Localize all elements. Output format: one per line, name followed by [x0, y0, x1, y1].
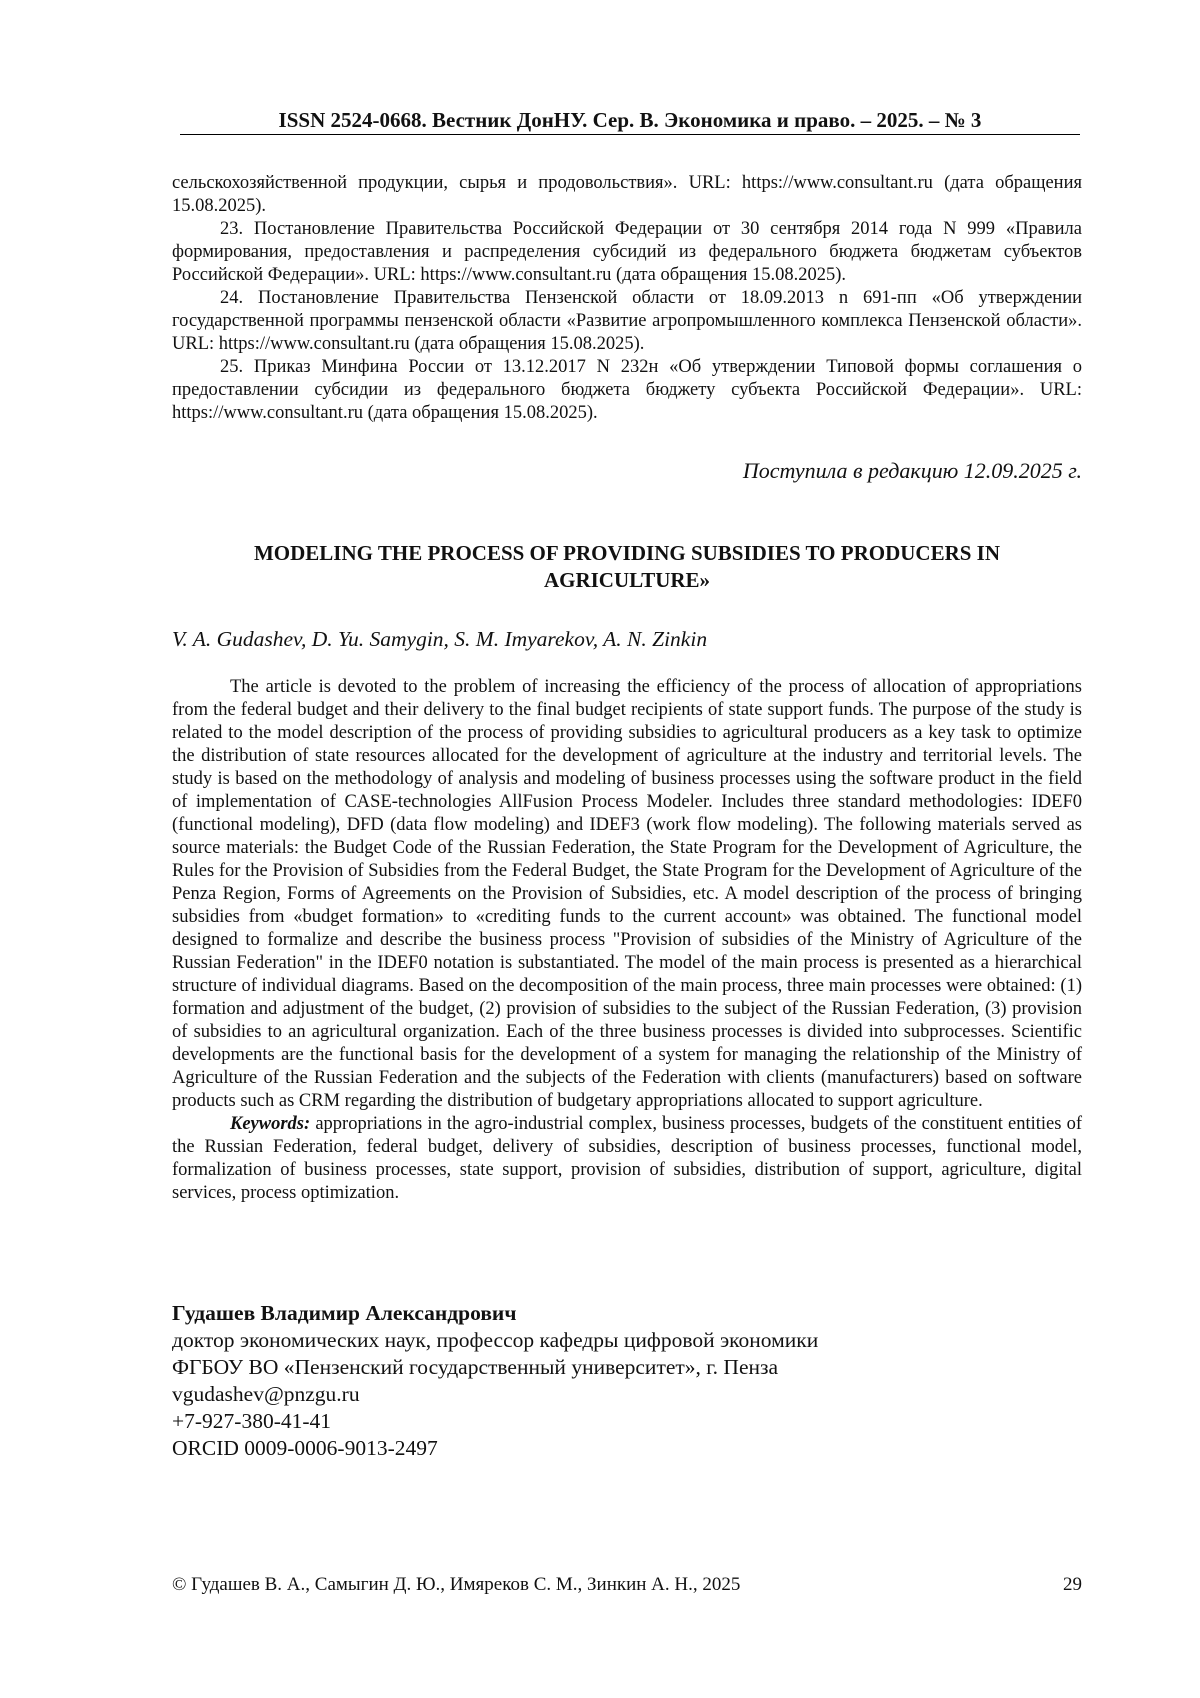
keywords-text: appropriations in the agro-industrial complex, business processes, budgets of the constituent entities of the Russian Federation, federal budget, delivery of subsidies, description of business processes, functional model, formalization of business processes, state support, provision of subsidies, distribution of support, agriculture, digital services, process optimization. — [172, 1114, 1082, 1203]
reference-25: 25. Приказ Минфина России от 13.12.2017 N 232н «Об утверждении Типовой формы соглашения о предоставлении субсидии из федерального бюджета бюджету субъекта Российской Федерации». URL: https://www.consultant.ru (дата обращения 15.08.2025). — [172, 357, 1082, 423]
author-name: Гудашев Владимир Александрович — [172, 1301, 517, 1325]
author-info-block — [172, 1300, 1082, 1462]
abstract-section — [172, 676, 1082, 1205]
reference-list — [172, 172, 1082, 425]
author-position: доктор экономических наук, профессор кафедры цифровой экономики — [172, 1328, 819, 1352]
author-orcid: ORCID 0009-0006-9013-2497 — [172, 1436, 438, 1460]
page-number: 29 — [1063, 1574, 1082, 1595]
author-email[interactable]: vgudashev@pnzgu.ru — [172, 1382, 360, 1406]
article-authors: V. A. Gudashev, D. Yu. Samygin, S. M. Imyarekov, A. N. Zinkin — [172, 627, 708, 651]
reference-23: 23. Постановление Правительства Российской Федерации от 30 сентября 2014 года N 999 «Правила формирования, предоставления и распределения субсидий из федерального бюджета бюджетам субъектов Российской Федерации». URL: https://www.consultant.ru (дата обращения 15.08.2025). — [172, 219, 1082, 285]
running-header: ISSN 2524-0668. Вестник ДонНУ. Сер. В. Экономика и право. – 2025. – № 3 — [278, 108, 982, 132]
reference-24: 24. Постановление Правительства Пензенской области от 18.09.2013 n 691-пп «Об утверждении государственной программы пензенской области «Развитие агропромышленного комплекса Пензенской области». URL: https://www.consultant.ru (дата обращения 15.08.2025). — [172, 288, 1082, 354]
article-title: MODELING THE PROCESS OF PROVIDING SUBSIDIES TO PRODUCERS IN AGRICULTURE» — [253, 541, 1001, 592]
reference-continuation: сельскохозяйственной продукции, сырья и продовольствия». URL: https://www.consultant.ru (дата обращения 15.08.2025). — [172, 173, 1082, 216]
header-divider — [180, 134, 1080, 135]
received-date-note: Поступила в редакцию 12.09.2025 г. — [742, 458, 1082, 483]
copyright-notice: © Гудашев В. А., Самыгин Д. Ю., Имяреков С. М., Зинкин А. Н., 2025 — [172, 1574, 741, 1595]
keywords-label: Keywords: — [230, 1114, 311, 1134]
author-organization: ФГБОУ ВО «Пензенский государственный университет», г. Пенза — [172, 1355, 779, 1379]
abstract-text: The article is devoted to the problem of increasing the efficiency of the process of allocation of appropriations from the federal budget and their delivery to the final budget recipients of state support funds. The purpose of the study is related to the model description of the process of providing subsidies to agricultural producers as a key task to optimize the distribution of state resources allocated for the development of agriculture at the industry and territorial levels. The study is based on the methodology of analysis and modeling of business processes using the software product in the field of implementation of CASE-technologies AllFusion Process Modeler. Includes three standard methodologies: IDEF0 (functional modeling), DFD (data flow modeling) and IDEF3 (work flow modeling). The following materials served as source materials: the Budget Code of the Russian Federation, the State Program for the Development of Agriculture, the Rules for the Provision of Subsidies from the Federal Budget, the State Program for the Development of Agriculture of the Penza Region, Forms of Agreements on the Provision of Subsidies, etc. A model description of the process of bringing subsidies from «budget formation» to «crediting funds to the current account» was obtained. The functional model designed to formalize and describe the business process "Provision of subsidies of the Ministry of Agriculture of the Russian Federation" in the IDEF0 notation is substantiated. The model of the main process is presented as a hierarchical structure of individual diagrams. Based on the decomposition of the main process, three main processes were obtained: (1) formation and adjustment of the budget, (2) provision of subsidies to the subject of the Russian Federation, (3) provision of subsidies to an agricultural organization. Each of the three business processes is divided into subprocesses. Scientific developments are the functional basis for the development of a system for managing the relationship of the Ministry of Agriculture of the Russian Federation and the subjects of the Federation with clients (manufacturers) based on software products such as CRM regarding the distribution of budgetary appropriations allocated to support agriculture. — [172, 677, 1082, 1111]
keywords-paragraph — [172, 1113, 1082, 1205]
author-phone: +7-927-380-41-41 — [172, 1409, 332, 1433]
